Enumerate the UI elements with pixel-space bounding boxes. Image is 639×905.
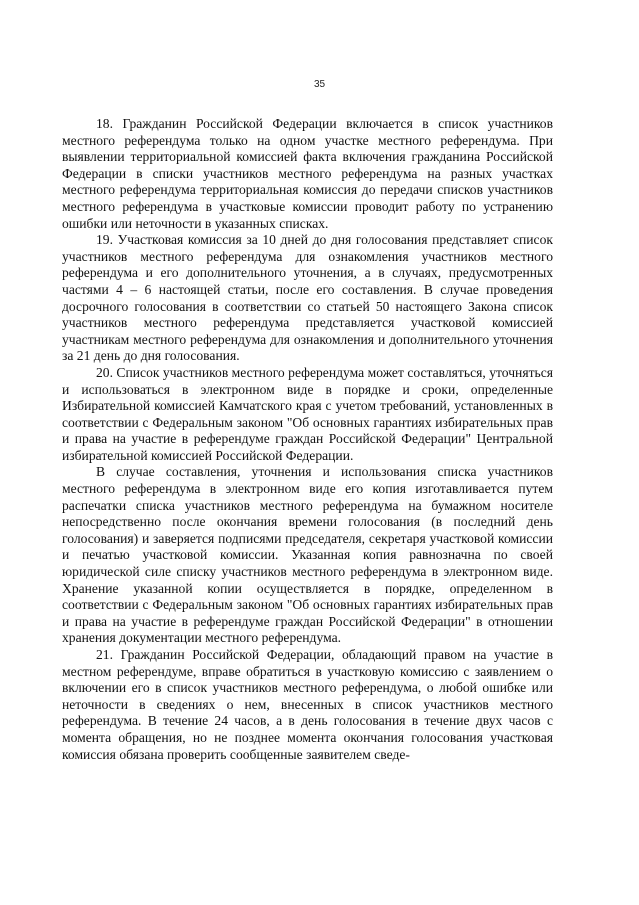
document-body <box>62 116 553 763</box>
page-number: 35 <box>313 79 326 90</box>
paragraph-item-20-continuation: В случае составления, уточнения и использования списка участников местного референдума в электронном виде его копия изготавливается путем распечатки списка участников местного референдума на бумажном носителе непосредственно после окончания времени голосования (в последний день голосования) и заверяется подписями председателя, секретаря участковой комиссии и печатью участковой комиссии. Указанная копия равнозначна по своей юридической силе списку участников местного референдума в электронном виде. Хранение указанной копии осуществляется в порядке, определенном в соответствии с Федеральным законом "Об основных гарантиях избирательных прав и права на участие в референдуме граждан Российской Федерации" в отношении хранения документации местного референдума. <box>62 464 553 646</box>
paragraph-item-18: 18. Гражданин Российской Федерации включается в список участников местного референдума только на одном участке местного референдума. При выявлении территориальной комиссией факта включения гражданина Российской Федерации в списки участников местного референдума на разных участках местного референдума территориальная комиссия до передачи списков участников местного референдума в участковые комиссии проводит работу по устранению ошибки или неточности в указанных списках. <box>62 116 553 231</box>
paragraph-item-21: 21. Гражданин Российской Федерации, обладающий правом на участие в местном референдуме, вправе обратиться в участковую комиссию с заявлением о включении его в список участников местного референдума, о любой ошибке или неточности в сведениях о нем, внесенных в список участников местного референдума. В течение 24 часов, а в день голосования в течение двух часов с момента обращения, но не позднее момента окончания голосования участковая комиссия обязана проверить сообщенные заявителем сведе- <box>62 647 553 762</box>
paragraph-item-19: 19. Участковая комиссия за 10 дней до дня голосования представляет список участников местного референдума для ознакомления участников местного референдума и его дополнительного уточнения, а в случаях, предусмотренных частями 4 – 6 настоящей статьи, после его составления. В случае проведения досрочного голосования в соответствии со статьей 50 настоящего Закона список участников местного референдума представляется участковой комиссией участникам местного референдума для ознакомления и дополнительного уточнения за 21 день до дня голосования. <box>62 232 553 364</box>
paragraph-item-20: 20. Список участников местного референдума может составляться, уточняться и использоваться в электронном виде в порядке и сроки, определенные Избирательной комиссией Камчатского края с учетом требований, установленных в соответствии с Федеральным законом "Об основных гарантиях избирательных прав и права на участие в референдуме граждан Российской Федерации" Центральной избирательной комиссией Российской Федерации. <box>62 364 553 463</box>
